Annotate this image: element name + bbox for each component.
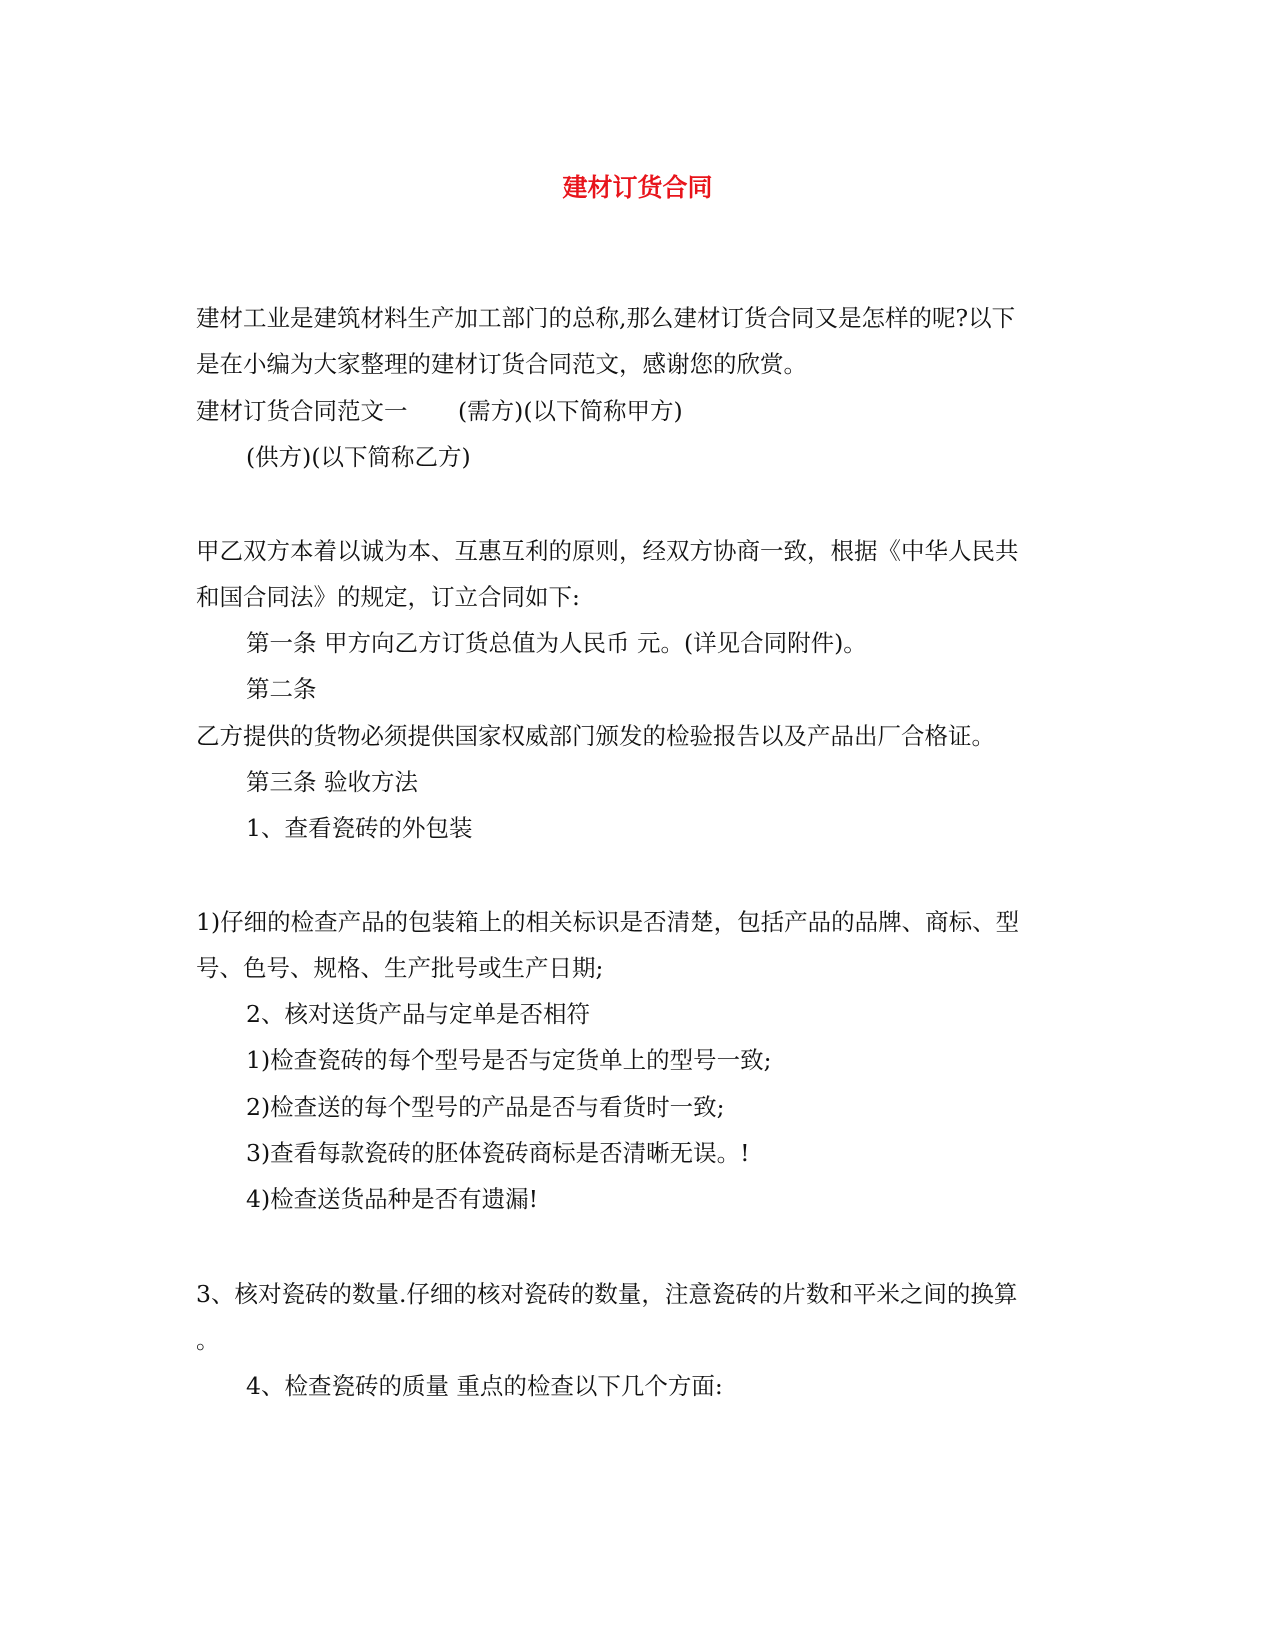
seller-party: (供方)(以下简称乙方) [246,443,471,471]
list-item: 3)查看每款瓷砖的胚体瓷砖商标是否清晰无误。! [246,1139,750,1167]
list-item: 4、检查瓷砖的质量 重点的检查以下几个方面: [246,1372,723,1400]
article-1: 第一条 甲方向乙方订货总值为人民币 元。(详见合同附件)。 [246,629,867,657]
sample-heading: 建材订货合同范文一 [196,397,408,425]
list-item: 3、核对瓷砖的数量.仔细的核对瓷砖的数量，注意瓷砖的片数和平米之间的换算 [196,1280,1018,1308]
article-2-heading: 第二条 [246,675,317,703]
article-2-body: 乙方提供的货物必须提供国家权威部门颁发的检验报告以及产品出厂合格证。 [196,722,995,750]
list-item: 2、核对送货产品与定单是否相符 [246,1000,590,1028]
list-item: 号、色号、规格、生产批号或生产日期; [196,954,604,982]
buyer-party: (需方)(以下简称甲方) [458,397,683,425]
principle-paragraph-line: 和国合同法》的规定，订立合同如下: [196,583,580,611]
principle-paragraph-line: 甲乙双方本着以诚为本、互惠互利的原则，经双方协商一致，根据《中华人民共 [196,537,1019,565]
article-3-heading: 第三条 验收方法 [246,768,418,796]
document-title: 建材订货合同 [562,173,713,202]
list-item: 2)检查送的每个型号的产品是否与看货时一致; [246,1093,725,1121]
list-item: 。 [196,1326,220,1354]
list-item: 4)检查送货品种是否有遗漏! [246,1185,539,1213]
intro-paragraph-line: 是在小编为大家整理的建材订货合同范文，感谢您的欣赏。 [196,350,807,378]
list-item: 1)检查瓷砖的每个型号是否与定货单上的型号一致; [246,1046,772,1074]
intro-paragraph-line: 建材工业是建筑材料生产加工部门的总称,那么建材订货合同又是怎样的呢?以下 [196,304,1016,332]
list-item: 1、查看瓷砖的外包装 [246,814,473,842]
list-item: 1)仔细的检查产品的包装箱上的相关标识是否清楚，包括产品的品牌、商标、型 [196,908,1020,936]
